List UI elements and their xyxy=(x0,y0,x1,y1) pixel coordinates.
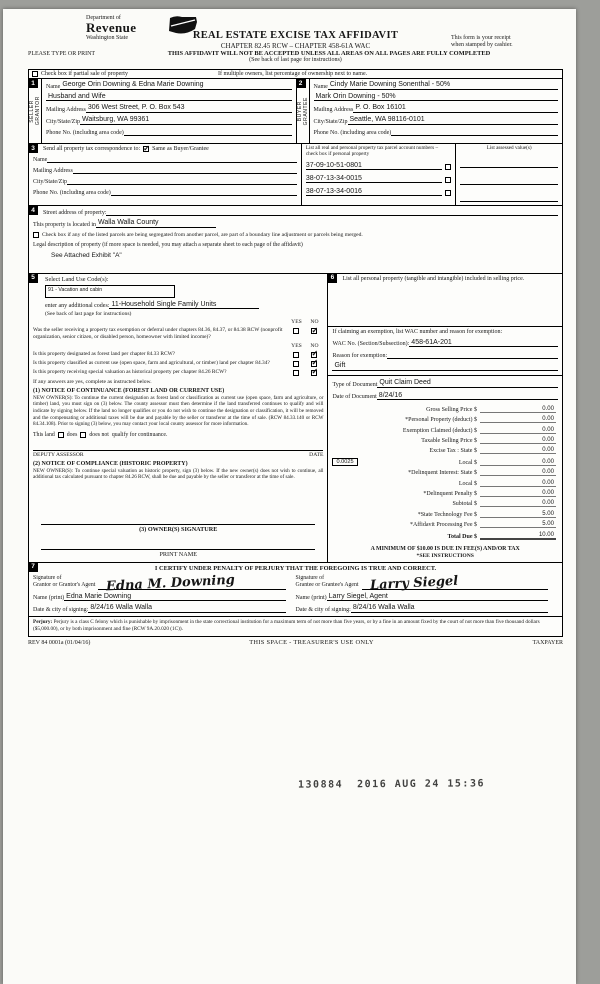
notice-continuance-body: NEW OWNER(S): To continue the current designation as forest land or classification as current use (open space, farm and agriculture, or timber) land, you must sign on (3) below. The county assessor must then determine if the land transferred continues to qualify and will indicate by signing below. If the land no longer qualifies or you do not wish to continue the designation or classification, it will be removed and the compensating or additional taxes will be due and payable by the seller or transferor at the time of sale. (RCW 84.33.140 or RCW 84.34.108). Prior to signing (3) below, you may contact your local county assessor for more information. xyxy=(33,394,324,428)
date-city-label: Date & city of signing: xyxy=(33,606,89,613)
buyer-vertical-label: BUYER xyxy=(296,100,303,122)
certify-statement: I CERTIFY UNDER PENALTY OF PERJURY THAT THE FOREGOING IS TRUE AND CORRECT. xyxy=(154,564,437,572)
receipt-note-line2: when stamped by cashier. xyxy=(451,42,513,49)
seller-name-field[interactable]: George Orin Downing & Edna Marie Downing xyxy=(60,81,291,90)
corr-name-field[interactable] xyxy=(47,155,297,163)
does-checkbox[interactable] xyxy=(58,432,64,438)
section-land-use xyxy=(29,274,327,562)
local-rate-box: 0.0025 xyxy=(332,458,357,466)
corr-phone-label: Phone No. (including area code) xyxy=(33,190,111,196)
exemption-intro: If claiming an exemption, list WAC number and reason for exemption: xyxy=(332,328,503,335)
personal-property-deduct-row xyxy=(332,416,556,423)
signature-of-label: Signature of xyxy=(33,575,62,582)
grantor-signature-field[interactable] xyxy=(98,572,285,594)
buyer-name-field-line2[interactable]: Mark Orin Downing - 50% xyxy=(314,93,559,102)
deputy-assessor-label: DEPUTY ASSESSOR xyxy=(33,451,84,458)
stamp-receipt-number: 130884 xyxy=(297,779,344,791)
parcel-row xyxy=(306,162,452,170)
signature-of-label: Signature of xyxy=(295,575,324,582)
fee-value[interactable]: 0.00 xyxy=(480,427,556,434)
does-label: does xyxy=(66,431,78,438)
section-3-number: 3 xyxy=(28,143,38,153)
fee-label: Local $ xyxy=(458,459,477,466)
yes-no-header xyxy=(33,343,323,349)
parcel-number-field[interactable]: 37-09-10-51-0801 xyxy=(306,162,443,170)
grantee-printed-name-field[interactable]: Larry Siegel, Agent xyxy=(327,593,548,602)
fee-value[interactable]: 0.00 xyxy=(480,469,556,476)
seller-phone-field[interactable] xyxy=(124,128,292,136)
type-of-document-field[interactable]: Quit Claim Deed xyxy=(377,379,558,388)
seller-citystatezip-label: City/State/Zip xyxy=(46,118,80,125)
not-accepted-warning: THIS AFFIDAVIT WILL NOT BE ACCEPTED UNLESS ALL AREAS ON ALL PAGES ARE FULLY COMPLETED xyxy=(167,50,491,57)
this-land-label: This land xyxy=(33,431,55,438)
tax-computation xyxy=(328,400,562,541)
affidavit-form xyxy=(28,69,563,637)
receipt-note xyxy=(451,35,563,49)
grantor-vertical-label: GRANTOR xyxy=(35,96,41,126)
fee-label: Exemption Claimed (deduct) $ xyxy=(402,427,477,434)
parcel-number-field[interactable]: 38-07-13-34-0015 xyxy=(306,175,443,183)
corr-name-label: Name xyxy=(33,157,48,163)
corr-citystatezip-field[interactable] xyxy=(67,177,297,185)
q1-yes-checkbox[interactable] xyxy=(293,328,299,334)
delinquent-interest-local-row xyxy=(332,480,556,487)
seller-vertical-label: SELLER xyxy=(29,99,35,123)
excise-tax-state-row xyxy=(332,447,556,454)
qualify-row xyxy=(33,432,323,438)
minimum-due-note: A MINIMUM OF $10.00 IS DUE IN FEE(S) AND/OR TAX xyxy=(370,545,520,552)
yes-no-header xyxy=(33,319,323,325)
deputy-assessor-line[interactable] xyxy=(33,450,323,458)
no-column-label: NO xyxy=(310,319,319,326)
fee-value[interactable]: 0.00 xyxy=(480,490,556,497)
fee-label: Gross Selling Price $ xyxy=(426,406,477,413)
washington-state-label: Washington State xyxy=(86,34,129,41)
section-7-number: 7 xyxy=(28,562,38,572)
grantor-handwritten-signature: Edna M. Downing xyxy=(106,572,236,594)
grantee-agent-label: Grantee or Grantee's Agent xyxy=(295,582,359,589)
seller-mailing-field[interactable]: 306 West Street, P. O. Box 543 xyxy=(86,104,292,113)
grantee-signature-block xyxy=(295,573,559,593)
q2-yes-checkbox[interactable] xyxy=(293,352,299,358)
taxable-selling-price-row xyxy=(332,437,556,444)
perjury-label: Perjury: xyxy=(33,618,53,625)
question-historic-text: Is this property receiving special valuation as historical property per chapter 84.26 RCW? xyxy=(33,368,227,375)
buyer-phone-label: Phone No. (including area code) xyxy=(313,129,392,136)
delinquent-interest-state-row xyxy=(332,469,556,476)
date-city-label: Date & city of signing: xyxy=(295,606,351,613)
street-address-field[interactable] xyxy=(106,208,558,216)
perjury-text: Perjury is a class C felony which is punishable by imprisonment in the state correctional institution for a maximum term of not more than five years, or by a fine in an amount fixed by the court of not more than five thousand dollars ($5,000.00), or by both imprisonment and fine (RCW 9A.20.020 (1C)). xyxy=(33,618,540,632)
document-page xyxy=(3,9,576,984)
local-rate-row xyxy=(332,458,556,466)
fee-value[interactable]: 0.00 xyxy=(480,406,556,413)
section-5-number: 5 xyxy=(28,273,38,283)
corr-citystatezip-label: City/State/Zip xyxy=(33,179,67,185)
legal-description-field[interactable]: See Attached Exhibit "A" xyxy=(51,251,122,259)
section-certify xyxy=(29,563,562,617)
receipt-note-line1: This form is your receipt xyxy=(451,35,511,41)
fee-value[interactable]: 0.00 xyxy=(480,459,556,466)
seller-name-label: Name xyxy=(46,83,61,90)
reason-label: Reason for exemption: xyxy=(332,353,388,360)
yes-column-label: YES xyxy=(291,319,302,326)
parcel-personal-checkbox[interactable] xyxy=(445,190,451,196)
washington-state-icon xyxy=(168,15,198,35)
q1-no-checkbox[interactable] xyxy=(311,328,317,334)
name-print-label: Name (print) xyxy=(33,595,65,602)
see-back-note-2: (See back of last page for instructions) xyxy=(45,311,132,318)
parcel-number-field[interactable]: 38-07-13-34-0016 xyxy=(306,188,443,196)
notice-compliance-body: NEW OWNER(S): To continue special valuation as historic property, sign (3) below. If the new owner(s) does not wish to continue, all additional tax calculated pursuant to chapter 84.26 RCW, shall be due and payable by the seller or transferor at the time of sale. xyxy=(33,467,324,481)
wac-label: WAC No. (Section/Subsection): xyxy=(332,341,410,348)
dor-logo xyxy=(86,15,216,41)
fee-label: *Personal Property (deduct) $ xyxy=(405,417,477,424)
buyer-name-label: Name xyxy=(313,83,328,90)
question-exemption-row xyxy=(33,327,323,341)
fee-label: Excise Tax : State $ xyxy=(429,448,477,455)
taxpayer-label: TAXPAYER xyxy=(532,639,563,646)
buyer-citystatezip-field[interactable]: Seattle, WA 98116-0101 xyxy=(348,116,559,125)
grantee-signature-field[interactable] xyxy=(362,573,548,593)
segregated-label: Check box if any of the listed parcels are being segregated from another parcel, are part of a boundary line adjustment or parcels being merged. xyxy=(42,231,363,238)
grantor-printed-name-field[interactable]: Edna Marie Downing xyxy=(64,593,285,602)
grantee-handwritten-signature: Larry Siegel xyxy=(369,573,459,593)
q3-no-checkbox[interactable] xyxy=(311,361,317,367)
type-of-document-label: Type of Document xyxy=(332,381,378,388)
does-not-checkbox[interactable] xyxy=(80,432,86,438)
name-print-label: Name (print) xyxy=(295,595,327,602)
located-in-label: This property is located in xyxy=(33,221,96,228)
fee-value[interactable]: 0.00 xyxy=(480,480,556,487)
partial-sale-label: Check box if partial sale of property xyxy=(41,71,128,77)
personal-property-label: List all personal property (tangible and intangible) included in selling price. xyxy=(342,275,525,282)
form-footer xyxy=(28,639,563,646)
question-exemption-text: Was the seller receiving a property tax exemption or deferral under chapters 84.36, 84.37, or 84.38 RCW (nonprofit organization, senior citizen, or disabled person, homeowner with limited income)? xyxy=(33,327,283,341)
print-name-label: PRINT NAME xyxy=(159,550,197,558)
seller-citystatezip-field[interactable]: Waitsburg, WA 99361 xyxy=(80,116,292,125)
see-back-note: (See back of last page for instructions) xyxy=(249,57,342,63)
fee-value[interactable]: 0.00 xyxy=(480,437,556,444)
parcel-row xyxy=(306,188,452,196)
rev-number: REV 84 0001a (01/04/16) xyxy=(28,639,91,646)
see-instructions-note: *SEE INSTRUCTIONS xyxy=(416,552,474,559)
fee-label: *Affidavit Processing Fee $ xyxy=(409,522,477,529)
partial-sale-checkbox[interactable] xyxy=(32,71,38,77)
subtotal-row xyxy=(332,500,556,507)
fee-label: Local $ xyxy=(458,480,477,487)
grantee-vertical-label: GRANTEE xyxy=(302,96,309,126)
section-property xyxy=(29,206,562,274)
buyer-citystatezip-label: City/State/Zip xyxy=(313,118,348,125)
date-of-document-label: Date of Document xyxy=(332,394,377,401)
question-current-use-row xyxy=(33,360,323,367)
additional-codes-label: enter any additional codes: xyxy=(45,303,110,310)
does-not-label: does not xyxy=(89,431,109,438)
question-historic-row xyxy=(33,369,323,376)
buyer-name-field[interactable]: Cindy Marie Downing Sonenthal - 50% xyxy=(328,81,558,90)
reason-field-value[interactable]: Gift xyxy=(332,362,558,371)
corr-phone-field[interactable] xyxy=(111,188,297,196)
street-address-label: Street address of property: xyxy=(43,210,107,216)
grantee-date-city-field[interactable]: 8/24/16 Walla Walla xyxy=(351,604,548,613)
section-selling-price xyxy=(327,274,562,562)
fee-label: *Delinquent Penalty $ xyxy=(423,490,477,497)
same-as-buyer-checkbox[interactable] xyxy=(143,146,149,152)
question-forest-text: Is this property designated as forest land per chapter 84.33 RCW? xyxy=(33,350,176,357)
section-6-number: 6 xyxy=(327,273,337,283)
gross-selling-price-row xyxy=(332,406,556,413)
q3-yes-checkbox[interactable] xyxy=(293,361,299,367)
chapter-line: CHAPTER 82.45 RCW – CHAPTER 458-61A WAC xyxy=(220,42,371,50)
assessed-value-field[interactable] xyxy=(460,157,558,168)
q4-no-checkbox[interactable] xyxy=(311,370,317,376)
assessed-value-field[interactable] xyxy=(460,174,558,185)
reason-field-line[interactable] xyxy=(387,351,558,359)
q4-yes-checkbox[interactable] xyxy=(293,370,299,376)
notice-continuance-title: (1) NOTICE OF CONTINUANCE (FOREST LAND OR CURRENT USE) xyxy=(33,387,225,394)
grantor-signature-block xyxy=(33,572,296,594)
seller-mailing-label: Mailing Address xyxy=(46,107,86,114)
same-as-buyer-label: Same as Buyer/Grantee xyxy=(152,146,209,152)
affidavit-processing-fee-row xyxy=(332,521,556,528)
section-correspondence xyxy=(29,144,562,206)
land-use-code-field[interactable]: 91 - Vacation and cabin xyxy=(45,285,175,298)
fee-value[interactable]: 5.00 xyxy=(480,521,556,528)
form-title: REAL ESTATE EXCISE TAX AFFIDAVIT xyxy=(192,30,399,41)
county-field[interactable]: Walla Walla County xyxy=(96,219,216,228)
parcel-numbers-header: List all real and personal property tax parcel account numbers – check box if personal property xyxy=(305,145,439,158)
state-technology-fee-row xyxy=(332,511,556,518)
delinquent-penalty-row xyxy=(332,490,556,497)
exemption-claimed-row xyxy=(332,427,556,434)
fee-value[interactable]: 0.00 xyxy=(480,500,556,507)
land-use-label: Select Land Use Code(s): xyxy=(45,275,109,283)
buyer-phone-field[interactable] xyxy=(391,128,558,136)
fee-value[interactable]: 5.00 xyxy=(480,511,556,518)
section-4-number: 4 xyxy=(28,205,38,215)
question-forest-row xyxy=(33,351,323,358)
buyer-grantee-strip xyxy=(297,79,310,143)
fee-value[interactable]: 10.00 xyxy=(480,532,556,540)
owners-signature-line[interactable] xyxy=(41,524,315,533)
multiple-owners-note: If multiple owners, list percentage of ownership next to name. xyxy=(217,71,368,77)
notice-compliance-title: (2) NOTICE OF COMPLIANCE (HISTORIC PROPERTY) xyxy=(33,460,188,467)
wac-field[interactable]: 458-61A-201 xyxy=(409,339,558,348)
grantor-agent-label: Grantor or Grantor's Agent xyxy=(33,582,96,589)
date-of-document-field[interactable]: 8/24/16 xyxy=(377,392,558,401)
no-column-label: NO xyxy=(310,342,319,349)
cashier-stamp xyxy=(298,778,485,790)
qualify-label: qualify for continuance. xyxy=(111,431,168,438)
print-name-line[interactable] xyxy=(41,549,315,558)
parcel-personal-checkbox[interactable] xyxy=(445,177,451,183)
q2-no-checkbox[interactable] xyxy=(311,352,317,358)
parcel-row xyxy=(306,175,452,183)
fee-label: Taxable Selling Price $ xyxy=(421,438,477,444)
grantor-date-city-field[interactable]: 8/24/16 Walla Walla xyxy=(88,604,285,613)
section-2-number: 2 xyxy=(296,78,306,88)
segregated-checkbox[interactable] xyxy=(33,232,39,238)
assessed-value-field[interactable] xyxy=(460,191,558,202)
seller-grantor-strip xyxy=(29,79,42,143)
perjury-statement xyxy=(29,617,562,636)
buyer-mailing-label: Mailing Address xyxy=(313,107,354,114)
seller-phone-label: Phone No. (including area code) xyxy=(46,129,124,136)
deputy-date-label: DATE xyxy=(309,451,324,458)
additional-codes-field[interactable]: 11-Household Single Family Units xyxy=(109,301,259,310)
send-correspondence-label: Send all property tax correspondence to: xyxy=(43,146,141,152)
fee-label: *State Technology Fee $ xyxy=(417,511,477,518)
corr-mailing-label: Mailing Address xyxy=(33,168,73,174)
if-yes-note: If any answers are yes, complete as instructed below. xyxy=(33,378,152,385)
fee-label: Subtotal $ xyxy=(452,501,477,508)
stamp-datetime: 2016 AUG 24 15:36 xyxy=(357,778,486,791)
fee-value[interactable]: 0.00 xyxy=(480,416,556,423)
seller-name-field-line2[interactable]: Husband and Wife xyxy=(46,93,292,102)
form-header xyxy=(28,13,563,67)
fee-value[interactable]: 0.00 xyxy=(480,447,556,454)
question-current-use-text: Is this property classified as current use (open space, farm and agricultural, or timber) land per chapter 84.34? xyxy=(33,359,270,366)
buyer-mailing-field[interactable]: P. O. Box 16101 xyxy=(353,104,558,113)
section-buyer xyxy=(296,79,563,143)
yes-column-label: YES xyxy=(291,342,302,349)
fee-label: Total Due $ xyxy=(447,533,477,540)
revenue-label: Revenue xyxy=(86,20,137,36)
owners-signature-label: (3) OWNER(S) SIGNATURE xyxy=(139,525,218,533)
corr-mailing-field[interactable] xyxy=(73,166,297,174)
treasurer-use-label: THIS SPACE - TREASURER'S USE ONLY xyxy=(249,638,374,646)
parcel-personal-checkbox[interactable] xyxy=(445,164,451,170)
section-seller xyxy=(29,79,296,143)
section-1-number: 1 xyxy=(28,78,38,88)
assessed-values-header: List assessed value(s) xyxy=(486,145,532,151)
dept-of-label: Department of xyxy=(86,15,121,21)
legal-description-label: Legal description of property (if more space is needed, you may attach a separate sheet to each page of the affidavit) xyxy=(33,241,303,248)
total-due-row xyxy=(332,532,556,540)
please-type-label: PLEASE TYPE OR PRINT xyxy=(28,51,96,57)
fee-label: *Delinquent Interest: State $ xyxy=(408,470,477,477)
